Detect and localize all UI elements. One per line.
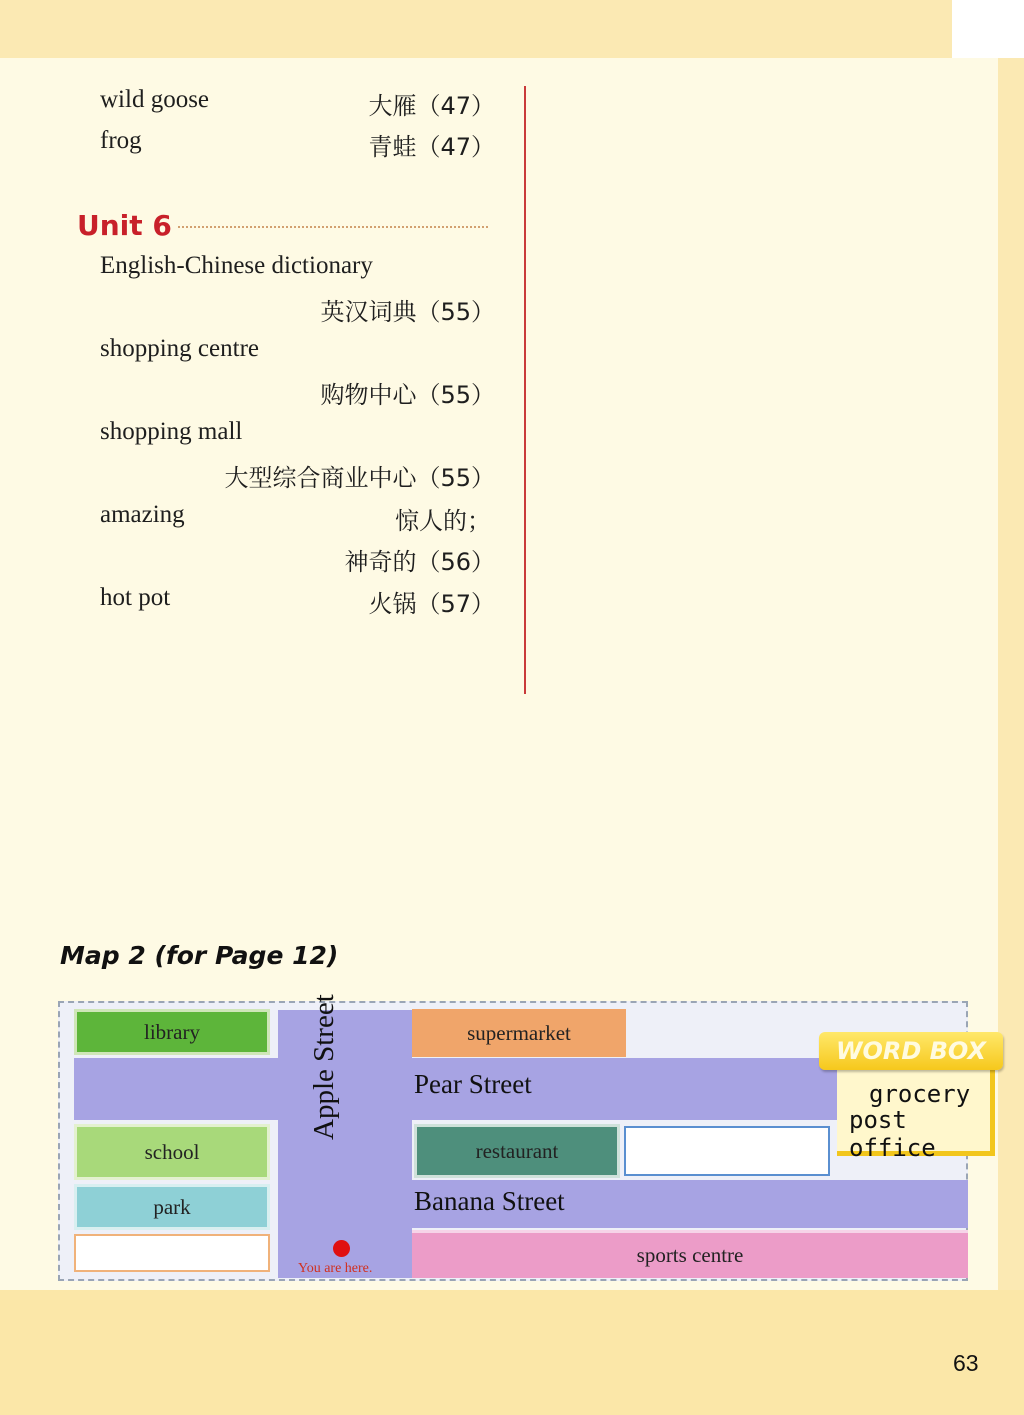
apple-street-label: Apple Street — [308, 994, 340, 1140]
vocab-chinese: 大雁（47） — [368, 92, 495, 120]
vocab-chinese: 惊人的； — [395, 507, 491, 535]
vocab-chinese: 火锅（57） — [368, 590, 495, 618]
apple-street-road — [278, 1010, 412, 1278]
vocab-entry — [100, 252, 495, 327]
library-label: library — [144, 1019, 200, 1044]
vocab-chinese: 大型综合商业中心（55） — [224, 464, 495, 492]
you-are-here-label: You are here. — [298, 1261, 373, 1276]
vocab-english: wild goose — [100, 86, 210, 113]
vocab-english: shopping centre — [100, 335, 259, 362]
library-block — [74, 1009, 270, 1055]
vocab-entry — [100, 127, 495, 159]
right-margin-strip — [998, 58, 1024, 1290]
top-corner — [952, 0, 1024, 58]
bottom-margin-band — [0, 1290, 1024, 1415]
vocab-entry — [100, 418, 495, 493]
vocab-english: frog — [100, 127, 142, 154]
restaurant-block — [414, 1124, 620, 1178]
vocab-entry — [100, 86, 495, 118]
restaurant-label: restaurant — [475, 1138, 559, 1163]
park-label: park — [153, 1194, 191, 1219]
vocab-chinese: 神奇的（56） — [344, 548, 495, 576]
word-box-word: grocery — [869, 1080, 971, 1108]
vocab-chinese: 英汉词典（55） — [320, 298, 495, 326]
map-title: Map 2 (for Page 12) — [60, 941, 339, 970]
page-number: 63 — [953, 1350, 979, 1376]
vocab-entry — [100, 501, 495, 576]
vocab-chinese: 青蛙（47） — [368, 133, 495, 161]
vocab-english: English-Chinese dictionary — [100, 252, 373, 279]
blank-box-right[interactable] — [624, 1126, 830, 1176]
school-block — [74, 1124, 270, 1180]
sports-centre-block — [412, 1230, 968, 1278]
vocabulary-list — [0, 0, 520, 700]
vocab-entry — [100, 584, 495, 616]
blank-box-left[interactable] — [74, 1234, 270, 1272]
you-are-here-marker — [333, 1240, 350, 1257]
supermarket-block — [412, 1009, 626, 1057]
word-box-title: WORD BOX — [819, 1032, 1003, 1070]
unit-heading: Unit 6 — [77, 209, 172, 242]
vocab-english: amazing — [100, 501, 185, 528]
banana-street-label: Banana Street — [414, 1186, 565, 1216]
vocab-entry — [100, 335, 495, 410]
vocab-english: shopping mall — [100, 418, 243, 445]
column-divider — [524, 86, 526, 694]
supermarket-label: supermarket — [467, 1020, 571, 1045]
word-box-word: post office — [849, 1106, 936, 1162]
word-box — [837, 1066, 995, 1162]
pear-street-label: Pear Street — [414, 1069, 532, 1099]
vocab-chinese: 购物中心（55） — [320, 381, 495, 409]
vocab-english: hot pot — [100, 584, 171, 611]
unit-heading-rule — [178, 226, 488, 228]
school-label: school — [144, 1139, 200, 1164]
sports-centre-label: sports centre — [636, 1243, 744, 1267]
park-block — [74, 1184, 270, 1230]
